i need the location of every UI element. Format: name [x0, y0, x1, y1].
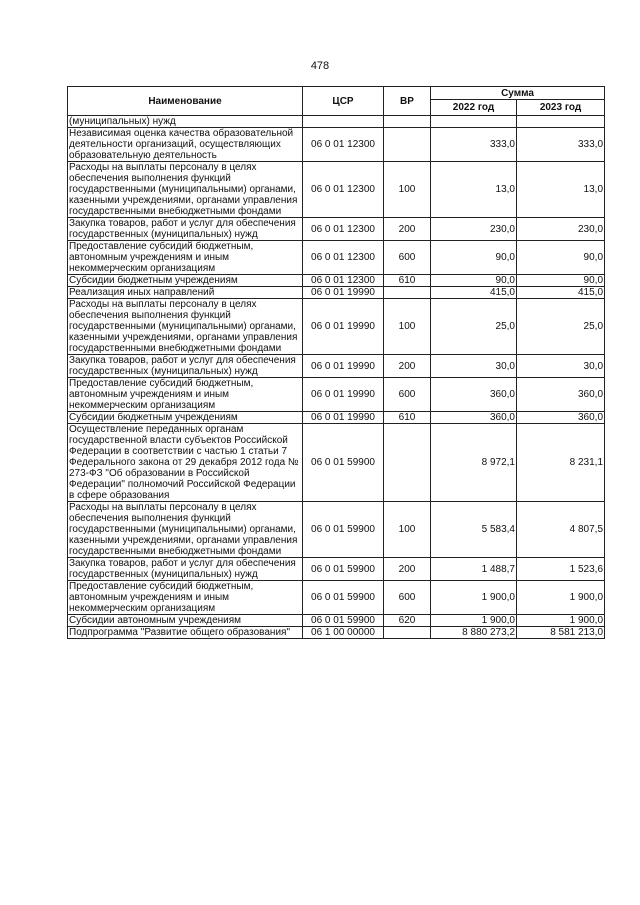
row-name: Субсидии автономным учреждениям — [68, 615, 303, 627]
row-csr: 06 0 01 59900 — [303, 424, 384, 502]
row-sum-2022: 13,0 — [431, 162, 517, 218]
row-csr: 06 0 01 12300 — [303, 218, 384, 241]
row-csr: 06 0 01 59900 — [303, 502, 384, 558]
row-vr: 610 — [384, 412, 431, 424]
row-csr: 06 1 00 00000 — [303, 627, 384, 639]
row-vr: 600 — [384, 241, 431, 275]
row-vr: 100 — [384, 299, 431, 355]
row-vr: 600 — [384, 581, 431, 615]
row-sum-2022: 360,0 — [431, 412, 517, 424]
row-name: Закупка товаров, работ и услуг для обеспечения государственных (муниципальных) нужд — [68, 355, 303, 378]
row-sum-2022: 30,0 — [431, 355, 517, 378]
row-csr: 06 0 01 19990 — [303, 355, 384, 378]
row-name: (муниципальных) нужд — [68, 116, 303, 128]
row-name: Расходы на выплаты персоналу в целях обеспечения выполнения функций государственными (муниципальными) органами, казенными учреждениями, органами управления государственными внебюджетными фондами — [68, 299, 303, 355]
row-name: Осуществление переданных органам государственной власти субъектов Российской Федерации в соответствии с частью 1 статьи 7 Федерального закона от 29 декабря 2012 года № 273-ФЗ "Об образовании в Российской Федерации" полномочий Российской Федерации в сфере образования — [68, 424, 303, 502]
row-name: Подпрограмма "Развитие общего образования" — [68, 627, 303, 639]
table-row — [68, 275, 605, 287]
table-row — [68, 558, 605, 581]
table-row — [68, 241, 605, 275]
row-vr — [384, 627, 431, 639]
header-year-2022: 2022 год — [431, 100, 517, 116]
row-sum-2022: 90,0 — [431, 275, 517, 287]
row-vr — [384, 287, 431, 299]
row-csr: 06 0 01 59900 — [303, 581, 384, 615]
row-sum-2023: 360,0 — [517, 378, 605, 412]
row-sum-2022: 230,0 — [431, 218, 517, 241]
row-vr: 610 — [384, 275, 431, 287]
row-sum-2023: 415,0 — [517, 287, 605, 299]
budget-table — [67, 86, 605, 639]
row-name: Независимая оценка качества образовательной деятельности организаций, осуществляющих образовательную деятельность — [68, 128, 303, 162]
row-csr: 06 0 01 12300 — [303, 275, 384, 287]
row-sum-2023: 8 581 213,0 — [517, 627, 605, 639]
row-sum-2023: 230,0 — [517, 218, 605, 241]
row-sum-2023 — [517, 116, 605, 128]
row-csr: 06 0 01 12300 — [303, 128, 384, 162]
row-csr: 06 0 01 19990 — [303, 299, 384, 355]
row-vr: 100 — [384, 162, 431, 218]
row-name: Расходы на выплаты персоналу в целях обеспечения выполнения функций государственными (муниципальными) органами, казенными учреждениями, органами управления государственными внебюджетными фондами — [68, 162, 303, 218]
row-vr: 200 — [384, 218, 431, 241]
row-sum-2023: 30,0 — [517, 355, 605, 378]
header-vr: ВР — [384, 87, 431, 116]
row-csr: 06 0 01 59900 — [303, 615, 384, 627]
table-row — [68, 299, 605, 355]
page-number: 478 — [310, 60, 330, 72]
row-name: Предоставление субсидий бюджетным, автономным учреждениям и иным некоммерческим организациям — [68, 241, 303, 275]
row-name: Субсидии бюджетным учреждениям — [68, 412, 303, 424]
header-sum: Сумма — [431, 87, 605, 100]
row-name: Субсидии бюджетным учреждениям — [68, 275, 303, 287]
row-vr: 200 — [384, 558, 431, 581]
table-header-row — [68, 87, 605, 100]
row-vr: 100 — [384, 502, 431, 558]
row-sum-2023: 360,0 — [517, 412, 605, 424]
row-sum-2022: 333,0 — [431, 128, 517, 162]
row-sum-2022: 1 900,0 — [431, 615, 517, 627]
row-name: Предоставление субсидий бюджетным, автономным учреждениям и иным некоммерческим организациям — [68, 378, 303, 412]
row-sum-2023: 1 900,0 — [517, 615, 605, 627]
row-sum-2023: 4 807,5 — [517, 502, 605, 558]
header-year-2023: 2023 год — [517, 100, 605, 116]
row-sum-2022: 1 900,0 — [431, 581, 517, 615]
row-sum-2022: 8 972,1 — [431, 424, 517, 502]
row-sum-2022: 90,0 — [431, 241, 517, 275]
row-sum-2022: 25,0 — [431, 299, 517, 355]
table-row — [68, 355, 605, 378]
row-sum-2022: 360,0 — [431, 378, 517, 412]
table-row — [68, 412, 605, 424]
table-row — [68, 378, 605, 412]
table-row — [68, 162, 605, 218]
row-sum-2022 — [431, 116, 517, 128]
row-vr — [384, 424, 431, 502]
row-vr: 200 — [384, 355, 431, 378]
row-sum-2022: 8 880 273,2 — [431, 627, 517, 639]
row-name: Предоставление субсидий бюджетным, автономным учреждениям и иным некоммерческим организациям — [68, 581, 303, 615]
row-csr: 06 0 01 19990 — [303, 412, 384, 424]
row-csr: 06 0 01 12300 — [303, 162, 384, 218]
row-sum-2023: 90,0 — [517, 241, 605, 275]
table-row — [68, 287, 605, 299]
row-sum-2023: 333,0 — [517, 128, 605, 162]
row-csr: 06 0 01 59900 — [303, 558, 384, 581]
row-csr — [303, 116, 384, 128]
row-sum-2023: 1 900,0 — [517, 581, 605, 615]
table-row — [68, 424, 605, 502]
row-name: Закупка товаров, работ и услуг для обеспечения государственных (муниципальных) нужд — [68, 558, 303, 581]
row-csr: 06 0 01 19990 — [303, 378, 384, 412]
table-row — [68, 581, 605, 615]
table-row — [68, 218, 605, 241]
table-row — [68, 128, 605, 162]
row-vr — [384, 116, 431, 128]
row-sum-2022: 1 488,7 — [431, 558, 517, 581]
row-sum-2023: 25,0 — [517, 299, 605, 355]
table-row — [68, 627, 605, 639]
row-name: Расходы на выплаты персоналу в целях обеспечения выполнения функций государственными (муниципальными) органами, казенными учреждениями, органами управления государственными внебюджетными фондами — [68, 502, 303, 558]
table-row — [68, 116, 605, 128]
row-sum-2022: 415,0 — [431, 287, 517, 299]
row-csr: 06 0 01 19990 — [303, 287, 384, 299]
row-csr: 06 0 01 12300 — [303, 241, 384, 275]
header-name: Наименование — [68, 87, 303, 116]
row-vr — [384, 128, 431, 162]
row-vr: 600 — [384, 378, 431, 412]
row-sum-2023: 13,0 — [517, 162, 605, 218]
table-row — [68, 502, 605, 558]
row-sum-2022: 5 583,4 — [431, 502, 517, 558]
header-csr: ЦСР — [303, 87, 384, 116]
row-sum-2023: 8 231,1 — [517, 424, 605, 502]
row-name: Реализация иных направлений — [68, 287, 303, 299]
row-name: Закупка товаров, работ и услуг для обеспечения государственных (муниципальных) нужд — [68, 218, 303, 241]
row-sum-2023: 90,0 — [517, 275, 605, 287]
table-row — [68, 615, 605, 627]
row-sum-2023: 1 523,6 — [517, 558, 605, 581]
row-vr: 620 — [384, 615, 431, 627]
